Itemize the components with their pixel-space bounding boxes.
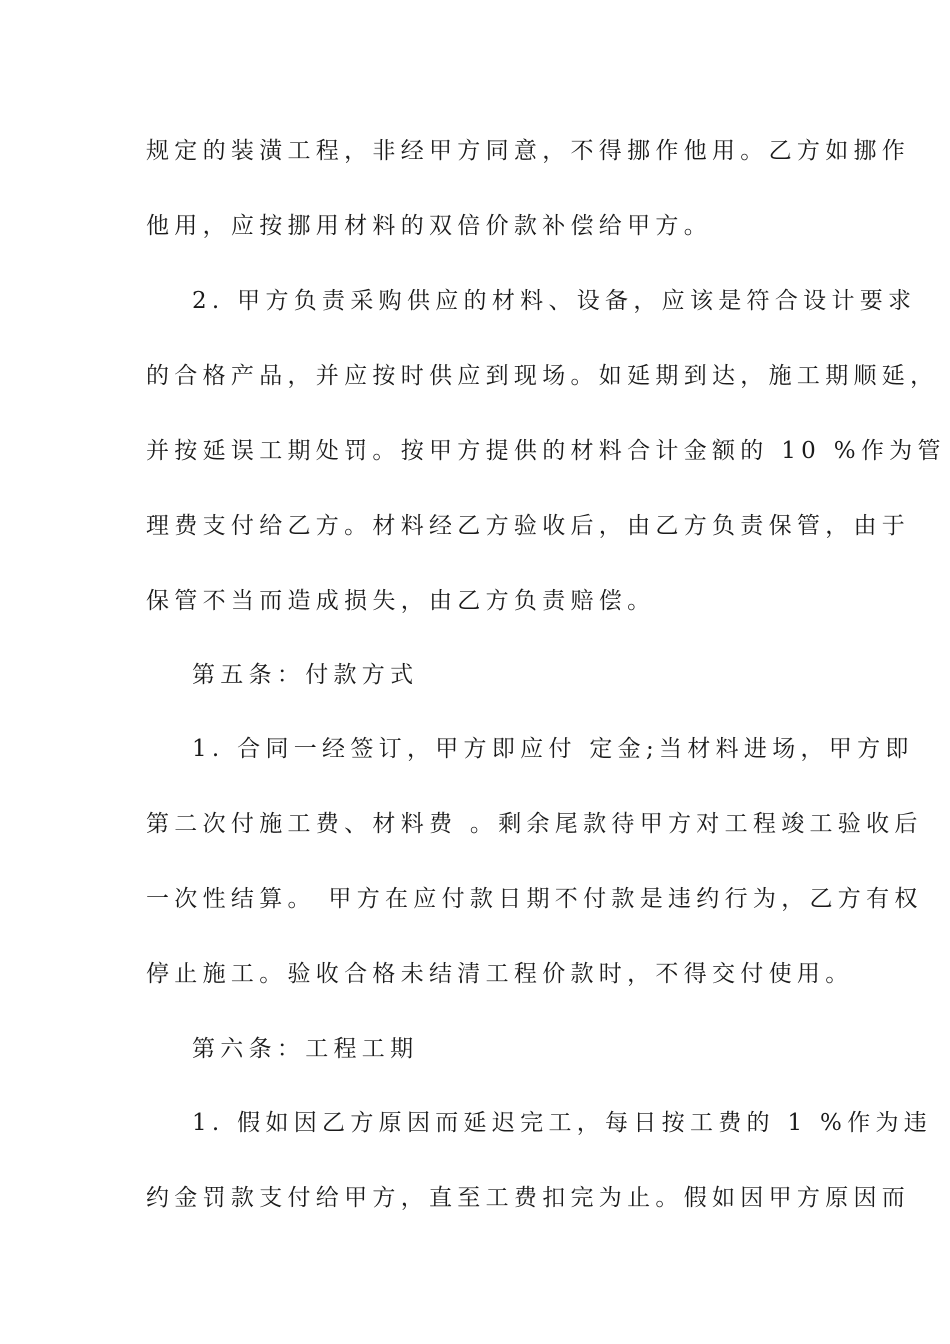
paragraph-line: 保管不当而造成损失，由乙方负责赔偿。 (146, 588, 656, 614)
clause-item-1: 1. 合同一经签订，甲方即应付 定金;当材料进场，甲方即 (192, 736, 914, 762)
section-heading-article-6: 第六条：工程工期 (192, 1036, 419, 1062)
paragraph-line: 停止施工。验收合格未结清工程价款时，不得交付使用。 (146, 961, 854, 987)
paragraph-line: 约金罚款支付给甲方，直至工费扣完为止。假如因甲方原因而 (146, 1185, 911, 1211)
paragraph-line: 规定的装潢工程，非经甲方同意，不得挪作他用。乙方如挪作 (146, 138, 911, 164)
paragraph-line: 并按延误工期处罚。按甲方提供的材料合计金额的 10 %作为管 (146, 438, 946, 464)
clause-item-2: 2. 甲方负责采购供应的材料、设备，应该是符合设计要求 (192, 288, 917, 314)
section-heading-article-5: 第五条：付款方式 (192, 662, 419, 688)
paragraph-line: 理费支付给乙方。材料经乙方验收后，由乙方负责保管，由于 (146, 513, 911, 539)
clause-item-1: 1. 假如因乙方原因而延迟完工，每日按工费的 1 %作为违 (192, 1110, 933, 1136)
paragraph-line: 一次性结算。 甲方在应付款日期不付款是违约行为，乙方有权 (146, 886, 923, 912)
paragraph-line: 他用，应按挪用材料的双倍价款补偿给甲方。 (146, 213, 712, 239)
paragraph-line: 第二次付施工费、材料费 。剩余尾款待甲方对工程竣工验收后 (146, 811, 923, 837)
paragraph-line: 的合格产品，并应按时供应到现场。如延期到达，施工期顺延， (146, 363, 939, 389)
